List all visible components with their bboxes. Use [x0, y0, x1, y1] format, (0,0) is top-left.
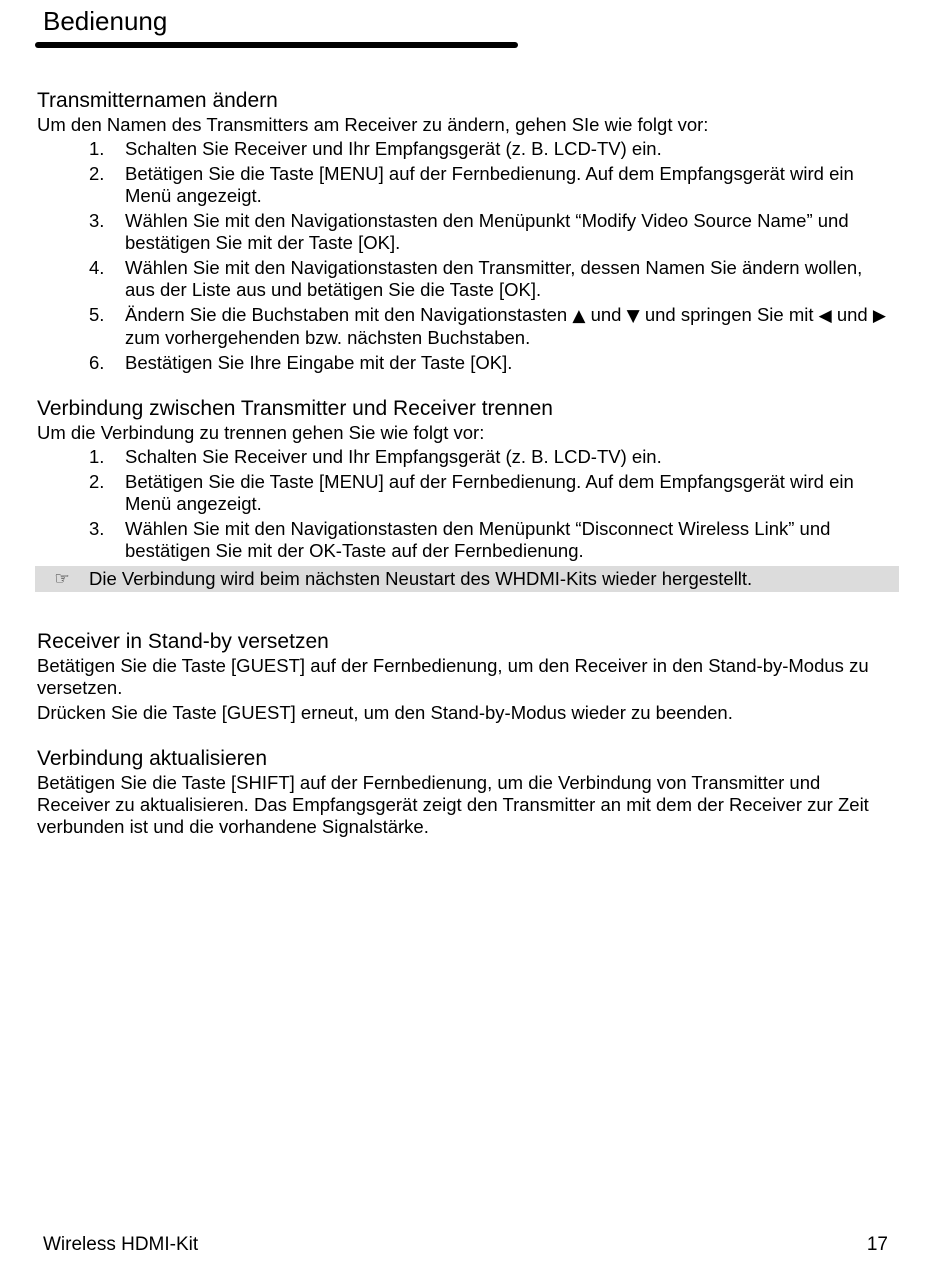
step-text: Bestätigen Sie Ihre Eingabe mit der Taste [OK]. [125, 352, 513, 373]
list-item [37, 210, 897, 254]
step-number: 3. [89, 210, 105, 231]
list-item [37, 138, 897, 160]
step-number: 1. [89, 138, 105, 159]
paragraph: Drücken Sie die Taste [GUEST] erneut, um den Stand-by-Modus wieder zu beenden. [37, 702, 733, 723]
step-text-part: und [590, 304, 622, 325]
arrow-up-icon: ▲ [572, 306, 586, 326]
step-text-part: und [836, 304, 868, 325]
paragraph: Betätigen Sie die Taste [SHIFT] auf der Fernbedienung, um die Verbindung von Transmitter und Receiver zu aktualisieren. Das Empfangsgerät zeigt den Transmitter an mit dem der Receiver zur Zeit verbunden ist und die vorhandene Signalstärke. [37, 772, 869, 837]
section-title: Verbindung aktualisieren [37, 747, 267, 770]
list-item [37, 518, 897, 562]
list-item [37, 446, 897, 468]
step-number: 5. [89, 304, 105, 325]
step-text: Wählen Sie mit den Navigationstasten den Menüpunkt “Modify Video Source Name” und bestätigen Sie mit der Taste [OK]. [125, 210, 849, 253]
step-text: Schalten Sie Receiver und Ihr Empfangsgerät (z. B. LCD-TV) ein. [125, 446, 662, 467]
section-title: Verbindung zwischen Transmitter und Receiver trennen [37, 397, 553, 420]
list-item [37, 163, 897, 207]
step-text: Schalten Sie Receiver und Ihr Empfangsgerät (z. B. LCD-TV) ein. [125, 138, 662, 159]
step-text-part: Ändern Sie die Buchstaben mit den Navigationstasten [125, 304, 568, 325]
arrow-right-icon: ▶ [872, 306, 886, 326]
section-disconnect [37, 395, 897, 592]
list-item [37, 471, 897, 515]
step-text: Wählen Sie mit den Navigationstasten den Menüpunkt “Disconnect Wireless Link” und bestätigen Sie mit der OK-Taste auf der Fernbedienung. [125, 518, 831, 561]
step-text: Betätigen Sie die Taste [MENU] auf der Fernbedienung. Auf dem Empfangsgerät wird ein Menü angezeigt. [125, 471, 854, 514]
section-intro: Um die Verbindung zu trennen gehen Sie wie folgt vor: [37, 422, 485, 443]
arrow-down-icon: ▼ [626, 306, 640, 326]
step-text: Wählen Sie mit den Navigationstasten den Transmitter, dessen Namen Sie ändern wollen, aus der Liste aus und betätigen Sie die Taste [OK]. [125, 257, 863, 300]
note-text: Die Verbindung wird beim nächsten Neustart des WHDMI-Kits wieder hergestellt. [89, 568, 753, 589]
section-title: Receiver in Stand-by versetzen [37, 630, 329, 653]
list-item [37, 352, 897, 374]
step-number: 3. [89, 518, 105, 539]
step-list [37, 446, 897, 562]
footer-product-name: Wireless HDMI-Kit [43, 1234, 199, 1255]
list-item [37, 304, 897, 349]
paragraph: Betätigen Sie die Taste [GUEST] auf der Fernbedienung, um den Receiver in den Stand-by-Modus zu versetzen. [37, 655, 869, 698]
page-header-title: Bedienung [43, 6, 168, 36]
pointing-hand-icon: ☞ [54, 569, 70, 589]
step-list [37, 138, 897, 374]
section-intro: Um den Namen des Transmitters am Receiver zu ändern, gehen SIe wie folgt vor: [37, 114, 709, 135]
step-text-part: zum vorhergehenden bzw. nächsten Buchstaben. [125, 327, 531, 348]
step-text: Betätigen Sie die Taste [MENU] auf der Fernbedienung. Auf dem Empfangsgerät wird ein Menü angezeigt. [125, 163, 854, 206]
list-item [37, 257, 897, 301]
step-text-part: und springen Sie mit [644, 304, 814, 325]
step-number: 1. [89, 446, 105, 467]
section-standby [37, 628, 897, 724]
arrow-left-icon: ◀ [818, 306, 832, 326]
step-text [107, 304, 897, 349]
step-number: 2. [89, 163, 105, 184]
step-number: 4. [89, 257, 105, 278]
step-number: 2. [89, 471, 105, 492]
section-title: Transmitternamen ändern [37, 89, 278, 112]
header-rule [35, 42, 518, 48]
page-number: 17 [866, 1234, 888, 1255]
section-rename-transmitter [37, 87, 897, 374]
step-number: 6. [89, 352, 105, 373]
document-body [37, 87, 897, 838]
note-box [35, 566, 899, 592]
section-refresh-connection [37, 745, 897, 838]
